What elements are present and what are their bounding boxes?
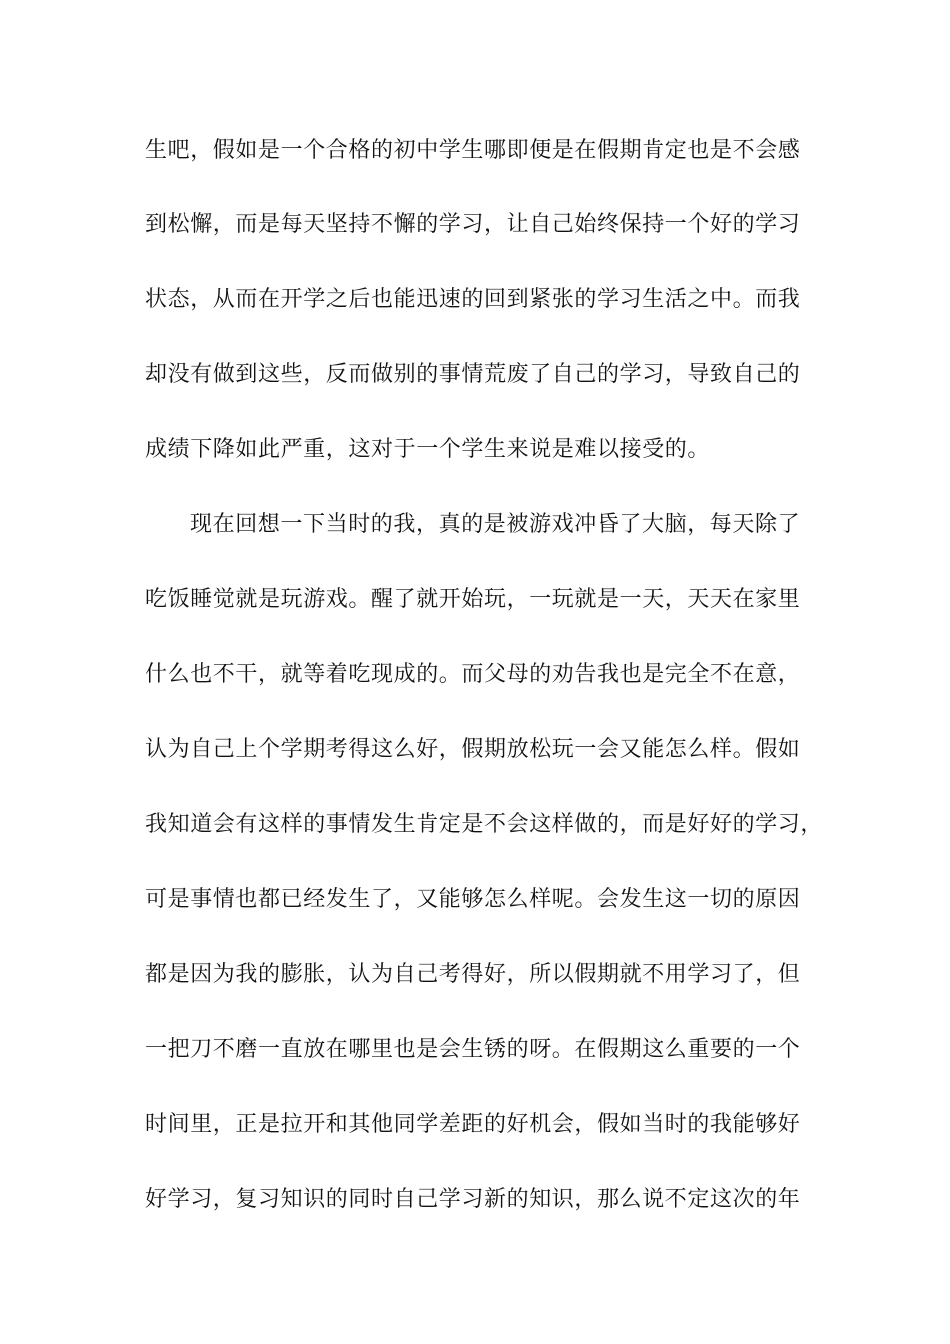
text-line: 吃饭睡觉就是玩游戏。醒了就开始玩，一玩就是一天，天天在家里	[145, 587, 801, 612]
text-line: 时间里，正是拉开和其他同学差距的好机会，假如当时的我能够好	[145, 1112, 801, 1137]
text-line: 成绩下降如此严重，这对于一个学生来说是难以接受的。	[145, 437, 711, 462]
text-line: 一把刀不磨一直放在哪里也是会生锈的呀。在假期这么重要的一个	[145, 1037, 801, 1062]
text-line: 认为自己上个学期考得这么好，假期放松玩一会又能怎么样。假如	[145, 737, 801, 762]
text-line: 生吧，假如是一个合格的初中学生哪即便是在假期肯定也是不会感	[145, 138, 801, 163]
text-line: 什么也不干，就等着吃现成的。而父母的劝告我也是完全不在意，	[145, 662, 801, 687]
text-line: 可是事情也都已经发生了，又能够怎么样呢。会发生这一切的原因	[145, 887, 801, 912]
text-line: 状态，从而在开学之后也能迅速的回到紧张的学习生活之中。而我	[145, 287, 801, 312]
text-line: 我知道会有这样的事情发生肯定是不会这样做的，而是好好的学习，	[145, 812, 824, 837]
text-line: 好学习，复习知识的同时自己学习新的知识，那么说不定这次的年	[145, 1187, 801, 1212]
text-line: 到松懈，而是每天坚持不懈的学习，让自己始终保持一个好的学习	[145, 212, 801, 237]
paragraph-first-line: 现在回想一下当时的我，真的是被游戏冲昏了大脑，每天除了	[190, 512, 801, 537]
text-line: 都是因为我的膨胀，认为自己考得好，所以假期就不用学习了，但	[145, 962, 801, 987]
text-line: 却没有做到这些，反而做别的事情荒废了自己的学习，导致自己的	[145, 362, 801, 387]
